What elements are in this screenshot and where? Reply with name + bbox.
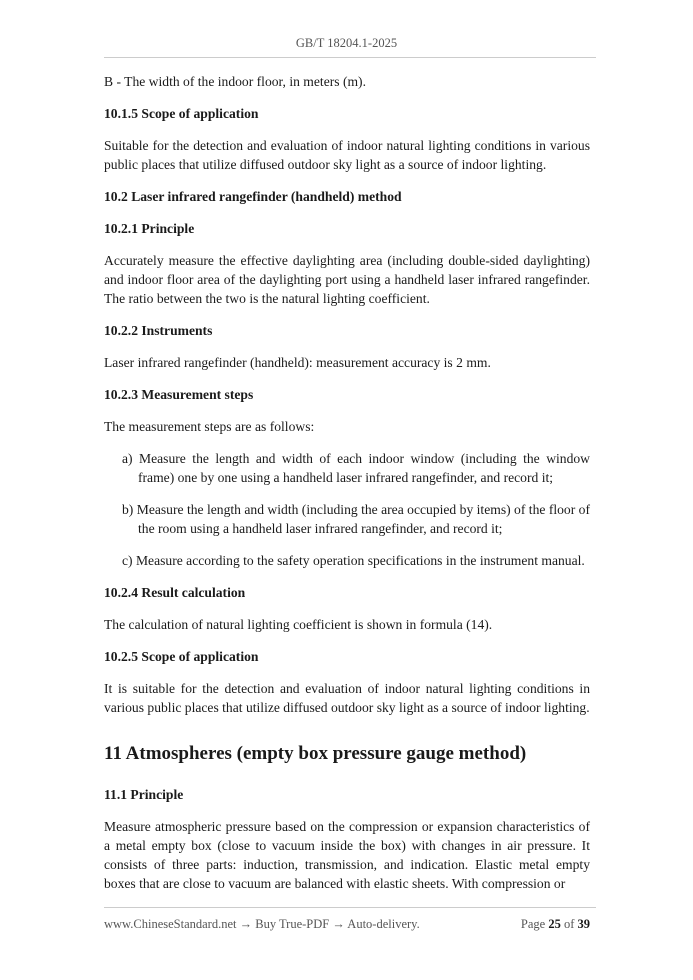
- section-10-2-1-text: Accurately measure the effective daylighting area (including double-sided daylighting) and indoor floor area of the daylighting port using a handheld laser infrared rangefinder. The ratio between the two is the natural lighting coefficient.: [104, 253, 590, 306]
- page-footer: [104, 917, 590, 932]
- step-a: a) Measure the length and width of each indoor window (including the window frame) one by one using a handheld laser infrared rangefinder, and record it;: [122, 451, 590, 485]
- section-10-2-5-heading: 10.2.5 Scope of application: [104, 649, 259, 664]
- section-11-1-text: Measure atmospheric pressure based on the compression or expansion characteristics of a metal empty box (close to vacuum inside the box) with changes in air pressure. It consists of three parts: induction, transmission, and indication. Elastic metal empty boxes that are close to vacuum are balanced with elastic sheets. With compression or: [104, 819, 590, 891]
- section-10-1-5-text: Suitable for the detection and evaluation of indoor natural lighting conditions in various public places that utilize diffused outdoor sky light as a source of indoor lighting.: [104, 138, 590, 172]
- section-11-1-heading: 11.1 Principle: [104, 787, 184, 802]
- section-10-1-5-heading: 10.1.5 Scope of application: [104, 106, 259, 121]
- section-10-2-2-text: Laser infrared rangefinder (handheld): measurement accuracy is 2 mm.: [104, 355, 491, 370]
- page-content: [104, 72, 590, 906]
- section-10-2-4-heading: 10.2.4 Result calculation: [104, 585, 246, 600]
- page-label: Page: [520, 917, 546, 931]
- page-current: 25: [548, 917, 561, 931]
- page-total: 39: [577, 917, 590, 931]
- section-10-2-3-heading: 10.2.3 Measurement steps: [104, 387, 254, 402]
- section-10-2-4-text: The calculation of natural lighting coefficient is shown in formula (14).: [104, 617, 493, 632]
- section-10-2-3-intro: The measurement steps are as follows:: [104, 419, 315, 434]
- step-c: c) Measure according to the safety operation specifications in the instrument manual.: [122, 553, 585, 568]
- footer-divider: [104, 907, 596, 908]
- section-10-2-1-heading: 10.2.1 Principle: [104, 221, 195, 236]
- page-number: [521, 917, 590, 932]
- section-10-2-2-heading: 10.2.2 Instruments: [104, 323, 213, 338]
- section-10-2-heading: 10.2 Laser infrared rangefinder (handheld) method: [104, 189, 402, 204]
- section-10-2-5-text: It is suitable for the detection and evaluation of indoor natural lighting conditions in various public places that utilize diffused outdoor sky light as a source of indoor lighting.: [104, 681, 590, 715]
- page-header: GB/T 18204.1-2025: [295, 36, 398, 50]
- footer-store-link[interactable]: www.ChineseStandard.net → Buy True-PDF → Auto-delivery.: [104, 917, 420, 931]
- page-of: of: [563, 917, 575, 931]
- header-divider: [104, 57, 596, 58]
- section-11-heading: 11 Atmospheres (empty box pressure gauge method): [104, 743, 527, 764]
- step-b: b) Measure the length and width (including the area occupied by items) of the floor of the room using a handheld laser infrared rangefinder, and record it;: [122, 502, 590, 536]
- variable-definition-b: B - The width of the indoor floor, in meters (m).: [104, 74, 366, 89]
